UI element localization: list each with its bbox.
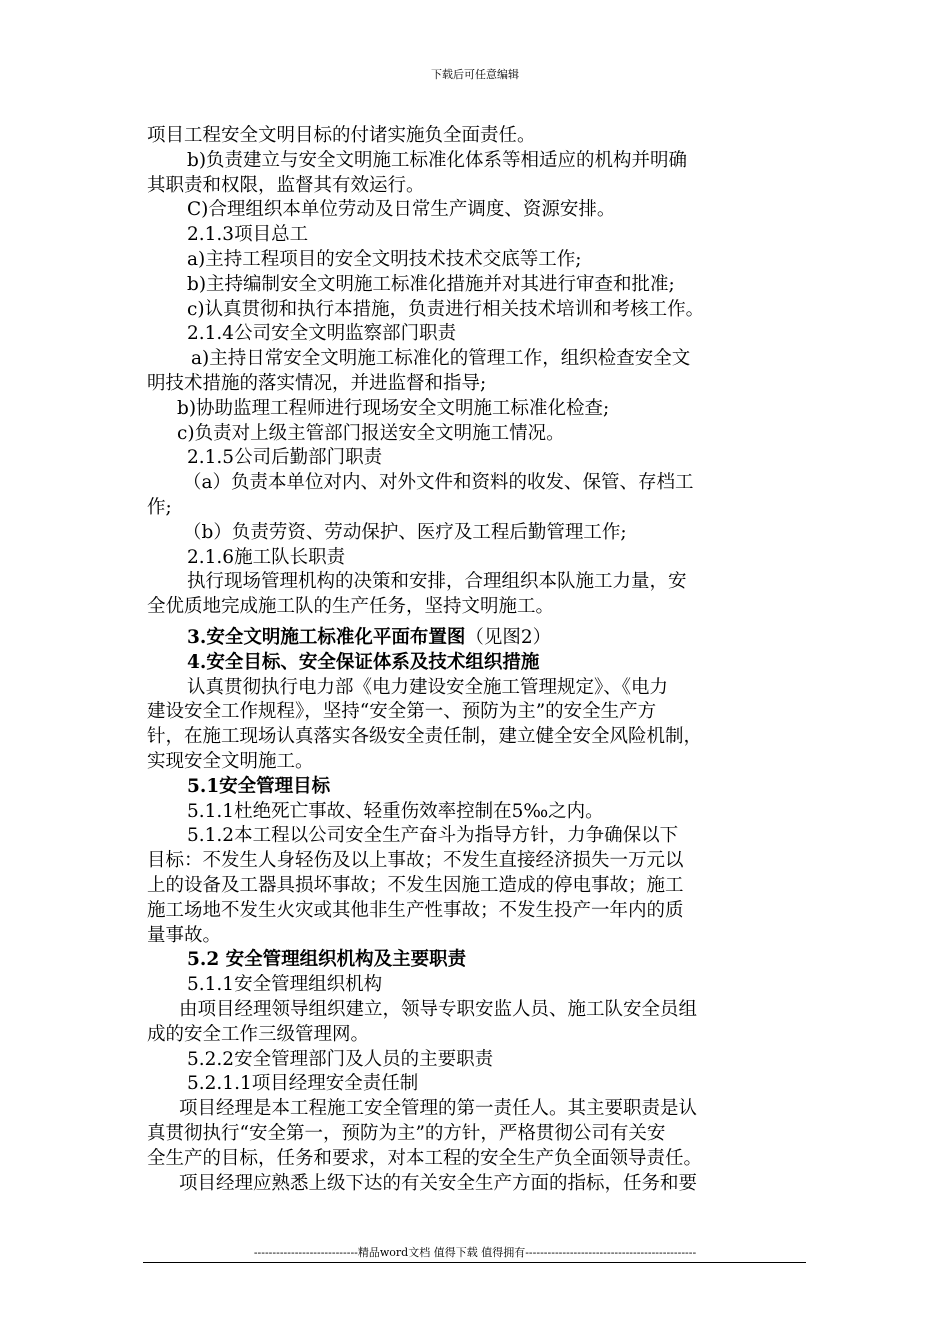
section-heading (187, 651, 539, 675)
line-text: 项目工程安全文明目标的付诸实施负全面责任。 (147, 125, 536, 146)
line-text: 4.安全目标、安全保证体系及技术组织措施 (187, 651, 540, 673)
line-text: 其职责和权限，监督其有效运行。 (147, 174, 425, 196)
line-text: 5.2.1.1项目经理安全责任制 (187, 1073, 419, 1095)
paragraph-line (187, 676, 668, 700)
line-text: 量事故。 (147, 924, 222, 946)
paragraph-line (147, 595, 554, 619)
paragraph-line (187, 273, 675, 297)
line-text: 建设安全工作规程》，坚持“安全第一、预防为主”的安全生产方 (147, 701, 657, 723)
paragraph-line (147, 700, 656, 724)
paragraph-line (187, 248, 581, 272)
paragraph-line (147, 496, 172, 520)
paragraph-line (183, 521, 627, 545)
paragraph-line (147, 1147, 702, 1171)
line-text: c)认真贯彻和执行本措施，负责进行相关技术培训和考核工作。 (187, 298, 705, 320)
paragraph-line (147, 849, 684, 873)
section-heading (187, 775, 330, 799)
line-text: 目标：不发生人身轻伤及以上事故；不发生直接经济损失一万元以 (147, 850, 684, 872)
line-text: 执行现场管理机构的决策和安排，合理组织本队施工力量，安 (187, 571, 687, 593)
line-text: 针，在施工现场认真落实各级安全责任制，建立健全安全风险机制， (147, 726, 703, 748)
line-text: 2.1.6施工队长职责 (187, 546, 346, 568)
line-text: 认真贯彻执行电力部《电力建设安全施工管理规定》、《电力 (187, 676, 669, 698)
line-text: 5.2.2安全管理部门及人员的主要职责 (187, 1048, 494, 1070)
line-text: 5.2 安全管理组织机构及主要职责 (187, 949, 467, 971)
line-text: （a）负责本单位对内、对外文件和资料的收发、保管、存档工 (183, 472, 694, 494)
line-text: b)主持编制安全文明施工标准化措施并对其进行审查和批准; (187, 273, 675, 295)
line-text: 明技术措施的落实情况，并进监督和指导; (147, 373, 487, 394)
paragraph-line (191, 347, 690, 371)
paragraph-line (147, 174, 425, 198)
paragraph-line (147, 725, 702, 749)
paragraph-line (147, 372, 486, 396)
line-text: C)合理组织本单位劳动及日常生产调度、资源安排。 (187, 199, 616, 221)
line-text: 实现安全文明施工。 (147, 751, 314, 772)
section-heading (187, 948, 466, 972)
line-text: 作; (147, 497, 172, 518)
line-text: c)负责对上级主管部门报送安全文明施工情况。 (177, 422, 565, 444)
paragraph-line (187, 800, 604, 824)
paragraph-line (147, 750, 314, 774)
footer-rule (143, 1262, 806, 1263)
paragraph-line (147, 874, 684, 898)
paragraph-line (187, 973, 382, 997)
paragraph-line (187, 546, 345, 570)
paragraph-line (187, 1072, 418, 1096)
paragraph-line (187, 223, 308, 247)
line-suffix: （见图2） (465, 627, 552, 648)
paragraph-line (187, 824, 678, 848)
section-heading (187, 626, 551, 650)
paragraph-line (187, 1048, 493, 1072)
line-text: 5.1.1安全管理组织机构 (187, 974, 383, 996)
paragraph-line (147, 1023, 369, 1047)
page-footer: ----------------------------精品word文档 值得下载 值得拥有---------------------------------------------- (253, 1246, 697, 1259)
paragraph-line (177, 397, 609, 421)
line-text: 5.1.1杜绝死亡事故、轻重伤效率控制在5‰之内。 (187, 800, 604, 822)
line-text: 项目经理应熟悉上级下达的有关安全生产方面的指标，任务和要 (179, 1172, 698, 1194)
paragraph-line (187, 198, 615, 222)
paragraph-line (179, 1097, 697, 1121)
line-text: 5.1.2本工程以公司安全生产奋斗为指导方针，力争确保以下 (187, 825, 679, 847)
line-text: b)负责建立与安全文明施工标准化体系等相适应的机构并明确 (187, 149, 688, 171)
line-text: 全优质地完成施工队的生产任务，坚持文明施工。 (147, 596, 555, 618)
line-text: （b）负责劳资、劳动保护、医疗及工程后勤管理工作; (183, 521, 627, 543)
paragraph-line (183, 471, 694, 495)
paragraph-line (147, 899, 684, 923)
paragraph-line (179, 998, 697, 1022)
paragraph-line (187, 446, 382, 470)
paragraph-line (147, 924, 221, 948)
paragraph-line (177, 422, 565, 446)
paragraph-line (187, 570, 687, 594)
paragraph-line (187, 149, 687, 173)
line-text: b)协助监理工程师进行现场安全文明施工标准化检查; (177, 397, 610, 419)
line-text: 2.1.5公司后勤部门职责 (187, 447, 383, 469)
line-text: 项目经理是本工程施工安全管理的第一责任人。其主要职责是认 (179, 1098, 698, 1120)
line-text: 真贯彻执行“安全第一，预防为主”的方针，严格贯彻公司有关安 (147, 1123, 666, 1144)
line-text: 上的设备及工器具损坏事故；不发生因施工造成的停电事故；施工 (147, 875, 684, 896)
line-text: 2.1.4公司安全文明监察部门职责 (187, 323, 457, 345)
page-header: 下载后可任意编辑 (431, 68, 519, 81)
paragraph-line (187, 298, 704, 322)
line-text: 由项目经理领导组织建立，领导专职安监人员、施工队安全员组 (179, 999, 698, 1020)
line-text: 成的安全工作三级管理网。 (147, 1023, 370, 1045)
paragraph-line (147, 1122, 665, 1146)
line-text: a)主持日常安全文明施工标准化的管理工作，组织检查安全文 (191, 348, 691, 370)
line-text: 2.1.3项目总工 (187, 224, 309, 246)
line-text: a)主持工程项目的安全文明技术技术交底等工作; (187, 249, 582, 270)
line-text: 3.安全文明施工标准化平面布置图 (187, 627, 466, 648)
paragraph-line (147, 124, 536, 148)
line-text: 施工场地不发生火灾或其他非生产性事故；不发生投产一年内的质 (147, 899, 684, 921)
paragraph-line (179, 1172, 697, 1196)
line-text: 全生产的目标，任务和要求，对本工程的安全生产负全面领导责任。 (147, 1147, 703, 1169)
paragraph-line (187, 322, 456, 346)
line-text: 5.1安全管理目标 (187, 775, 331, 797)
